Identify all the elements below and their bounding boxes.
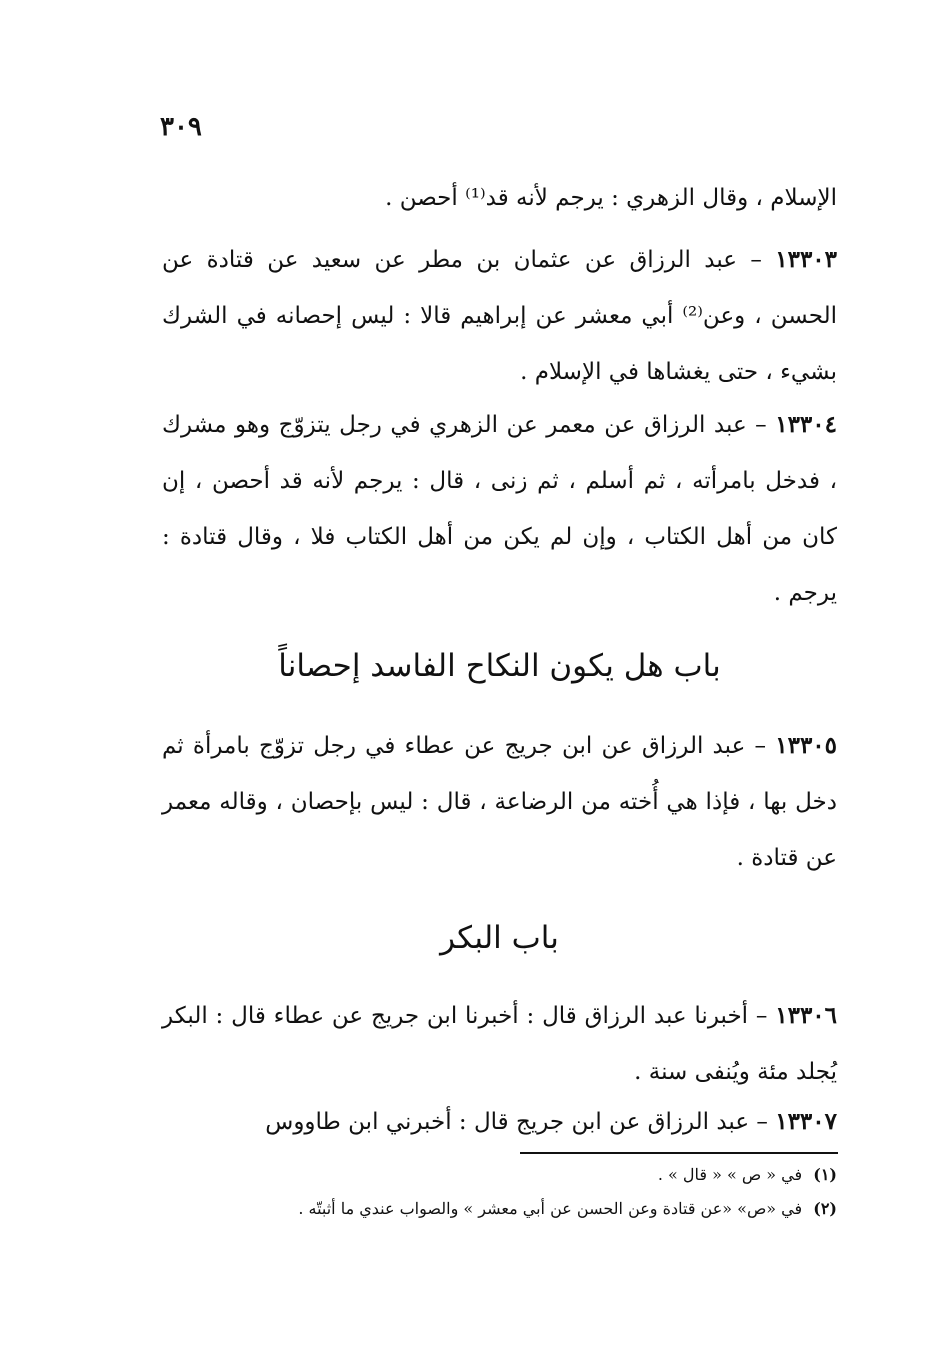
hadith-13306: [162, 988, 837, 1100]
hadith-13304: [162, 397, 837, 621]
footnote: [162, 1192, 837, 1226]
paragraph-text: الإسلام ، وقال الزهري : يرجم لأنه قد⁽¹⁾ أحصن .: [385, 185, 837, 211]
footnote-divider: [520, 1152, 838, 1154]
hadith-number: ١٣٣٠٤: [775, 411, 837, 438]
hadith-text: – عبد الرزاق عن ابن جريج قال : أخبرني ابن طاووس: [265, 1109, 768, 1135]
hadith-13305: [162, 718, 837, 886]
footnote-text: في « ص » « قال » .: [657, 1165, 803, 1184]
footnote: [162, 1158, 837, 1192]
footnote-text: في «ص» «عن قتادة وعن الحسن عن أبي معشر » والصواب عندي ما أثبتّه .: [298, 1199, 803, 1218]
paragraph-continuation: [162, 170, 837, 226]
hadith-number: ١٣٣٠٣: [775, 246, 838, 273]
chapter-heading: باب هل يكون النكاح الفاسد إحصاناً: [278, 648, 721, 684]
hadith-text: – عبد الرزاق عن ابن جريج عن عطاء في رجل تزوّج بامرأة ثم دخل بها ، فإذا هي أُخته من الرضاعة ، قال : ليس بإحصان ، وقاله معمر عن قتادة .: [162, 733, 837, 871]
hadith-number: ١٣٣٠٥: [775, 732, 838, 759]
hadith-text: – أخبرنا عبد الرزاق قال : أخبرنا ابن جريج عن عطاء قال : البكر يُجلد مئة ويُنفى سنة .: [162, 1003, 837, 1085]
chapter-heading: باب البكر: [440, 920, 559, 956]
hadith-text: – عبد الرزاق عن معمر عن الزهري في رجل يتزوّج وهو مشرك ، فدخل بامرأته ، ثم أسلم ، ثم زنى ، قال : يرجم لأنه قد أحصن ، إن كان من أهل الكتاب ، وإن لم يكن من أهل الكتاب فلا ، وقال قتادة : يرجم .: [162, 412, 837, 606]
hadith-13307: [162, 1094, 837, 1150]
footnote-number: (١): [813, 1165, 837, 1184]
page-number: ٣٠٩: [160, 112, 202, 142]
footnote-number: (٢): [813, 1199, 837, 1218]
hadith-text: – عبد الرزاق عن عثمان بن مطر عن سعيد عن قتادة عن الحسن ، وعن⁽²⁾ أبي معشر عن إبراهيم قالا : ليس إحصانه في الشرك بشيء ، حتى يغشاها في الإسلام .: [162, 247, 837, 385]
hadith-number: ١٣٣٠٧: [775, 1108, 837, 1135]
hadith-number: ١٣٣٠٦: [775, 1002, 838, 1029]
hadith-13303: [162, 232, 837, 400]
